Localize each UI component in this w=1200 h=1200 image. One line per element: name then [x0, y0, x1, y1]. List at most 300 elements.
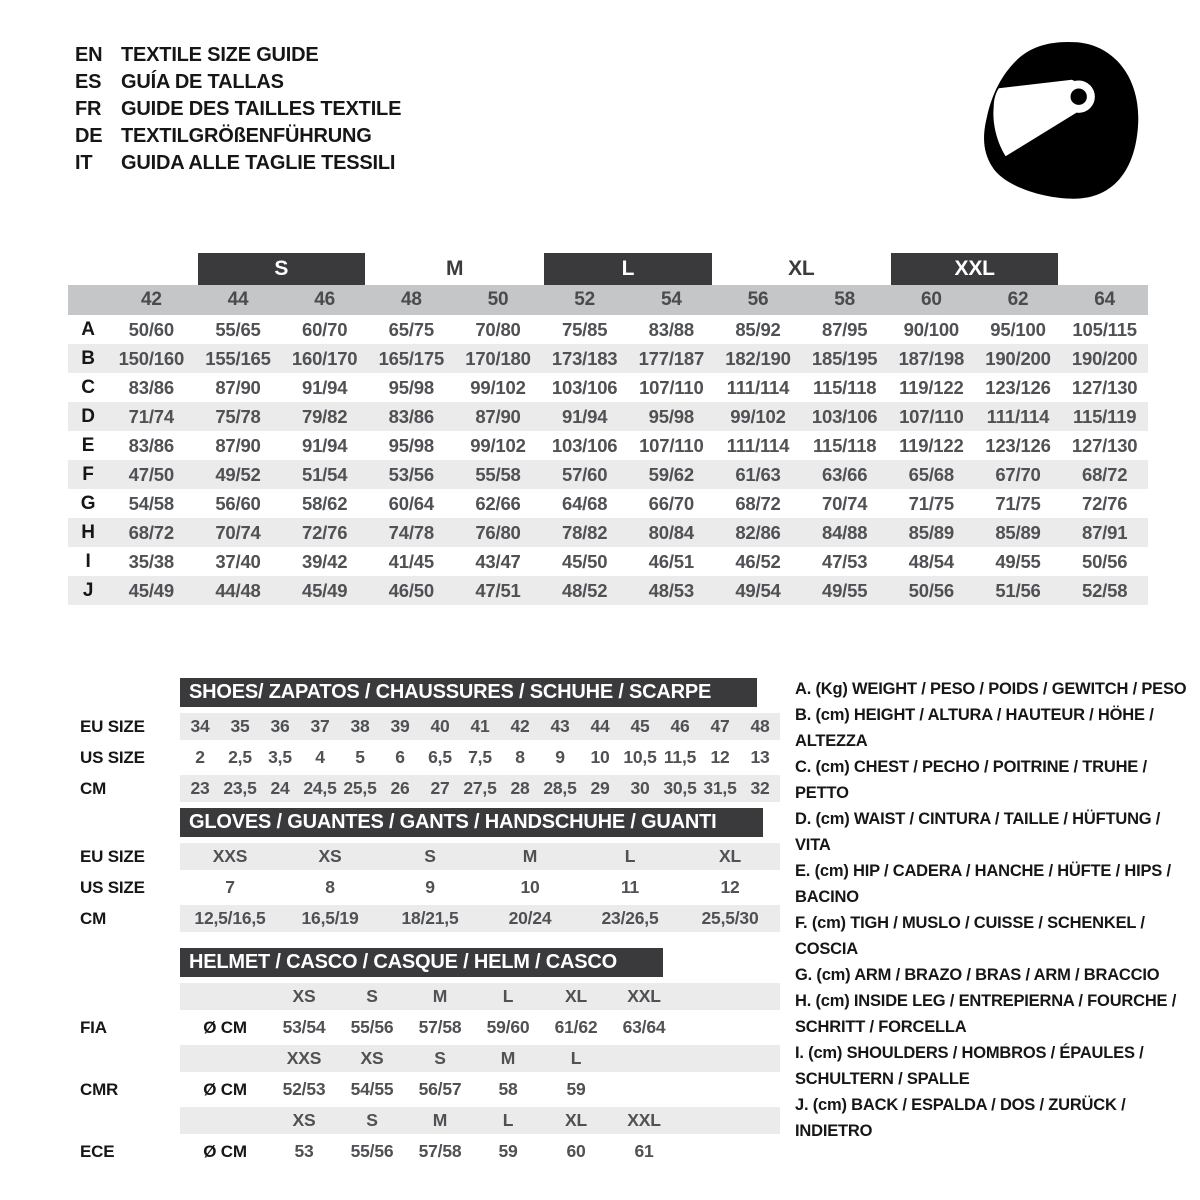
size-cell: 95/98	[388, 434, 434, 456]
section-row	[68, 744, 780, 771]
helmet-value: 57/58	[418, 1141, 462, 1161]
size-cell: 127/130	[1071, 434, 1138, 456]
row-values	[180, 874, 780, 901]
size-group-xl: XL	[788, 257, 815, 280]
size-cell: 103/106	[551, 376, 618, 398]
helmet-sizes	[180, 983, 780, 1010]
size-cell: 80/84	[628, 518, 715, 547]
helmet-size: XXS	[286, 1048, 322, 1068]
size-value: 32	[750, 778, 770, 798]
size-cell: 41/45	[388, 550, 434, 572]
banner-spacer	[68, 808, 180, 837]
helmet-size: XL	[565, 986, 587, 1006]
size-cell: 79/82	[281, 402, 368, 431]
size-value: 23,5	[223, 778, 257, 798]
size-cell: 68/72	[1061, 460, 1148, 489]
helmet-value: 52/53	[282, 1079, 326, 1099]
size-value: S	[424, 846, 436, 866]
size-cell: 47/53	[822, 550, 868, 572]
helmet-values	[180, 1076, 780, 1103]
size-cell: 51/54	[281, 460, 368, 489]
size-cell: 61/63	[715, 460, 802, 489]
size-cell: 115/119	[1061, 402, 1148, 431]
row-letter-h: H	[68, 518, 108, 547]
row-values	[180, 775, 780, 802]
size-value: 20/24	[508, 908, 552, 928]
helmet-values-row	[68, 1138, 780, 1165]
size-cell: 39/42	[302, 550, 348, 572]
size-cell: 107/110	[888, 402, 975, 431]
helmet-size: L	[502, 1110, 514, 1130]
size-cell: 50/56	[888, 576, 975, 605]
shoes-title-banner: SHOES/ ZAPATOS / CHAUSSURES / SCHUHE / SCARPE	[180, 678, 757, 707]
row-label: CM	[80, 778, 107, 798]
size-value: 9	[425, 877, 435, 897]
size-cell: 99/102	[470, 434, 526, 456]
size-cell: 190/200	[1061, 344, 1148, 373]
column-header-48: 48	[368, 285, 455, 315]
banner-spacer	[68, 948, 180, 977]
size-cell: 119/122	[899, 434, 964, 456]
size-cell: 115/118	[812, 376, 877, 398]
size-cell: 65/75	[388, 318, 434, 340]
size-cell: 87/90	[215, 376, 261, 398]
size-value: XS	[318, 846, 342, 866]
language-row	[75, 96, 401, 123]
row-label: US SIZE	[80, 877, 145, 897]
size-value: 26	[390, 778, 410, 798]
size-value: 10,5	[623, 747, 657, 767]
row-label: EU SIZE	[80, 846, 145, 866]
size-cell: 51/56	[975, 576, 1062, 605]
helmet-size: L	[570, 1048, 582, 1068]
helmet-title-banner: HELMET / CASCO / CASQUE / HELM / CASCO	[180, 948, 663, 977]
size-cell: 87/91	[1061, 518, 1148, 547]
helmet-size: XXL	[627, 1110, 661, 1130]
size-cell: 177/187	[628, 344, 715, 373]
size-value: 13	[750, 747, 770, 767]
helmet-value: 58	[498, 1079, 518, 1099]
size-cell: 107/110	[639, 434, 704, 456]
size-cell: 190/200	[975, 344, 1062, 373]
size-value: 5	[355, 747, 365, 767]
size-value: 48	[750, 716, 770, 736]
size-cell: 185/195	[801, 344, 888, 373]
row-label-spacer	[68, 1107, 180, 1134]
size-cell: 54/58	[128, 492, 174, 514]
size-value: 10	[590, 747, 610, 767]
row-label-spacer	[68, 1045, 180, 1072]
helmet-size: XS	[292, 986, 316, 1006]
size-cell: 123/126	[985, 434, 1051, 456]
size-value: 24,5	[303, 778, 337, 798]
helmet-size: S	[366, 986, 378, 1006]
size-cell: 37/40	[215, 550, 261, 572]
helmet-size: XL	[565, 1110, 587, 1130]
helmet-values	[180, 1138, 780, 1165]
size-cell: 111/114	[726, 434, 790, 456]
size-cell: 60/64	[388, 492, 434, 514]
size-cell: 63/66	[801, 460, 888, 489]
column-header-46: 46	[281, 285, 368, 315]
size-cell: 75/85	[562, 318, 608, 340]
shoes-banner-row	[68, 678, 780, 707]
helmet-value: 55/56	[350, 1017, 394, 1037]
size-cell: 173/183	[541, 344, 628, 373]
size-cell: 84/88	[801, 518, 888, 547]
size-cell: 57/60	[541, 460, 628, 489]
banner-spacer	[68, 678, 180, 707]
row-letter-a: A	[81, 318, 95, 340]
row-values	[180, 744, 780, 771]
size-cell: 46/50	[368, 576, 455, 605]
row-label: CM	[80, 908, 107, 928]
size-cell: 78/82	[541, 518, 628, 547]
size-cell: 82/86	[715, 518, 802, 547]
row-letter-j: J	[68, 576, 108, 605]
row-values	[180, 713, 780, 740]
size-value: 41	[470, 716, 490, 736]
size-cell: 127/130	[1071, 376, 1138, 398]
row-letter-b: B	[68, 344, 108, 373]
size-cell: 123/126	[985, 376, 1051, 398]
size-value: 38	[350, 716, 370, 736]
language-row	[75, 42, 401, 69]
size-value: 29	[590, 778, 610, 798]
size-value: 25,5/30	[701, 908, 759, 928]
racing-helmet-icon	[975, 33, 1145, 208]
size-cell: 64/68	[562, 492, 608, 514]
column-header-54: 54	[628, 285, 715, 315]
size-cell: 58/62	[302, 492, 348, 514]
size-cell: 47/50	[108, 460, 195, 489]
legend-item-f: F. (cm) TIGH / MUSLO / CUISSE / SCHENKEL / COSCIA	[795, 914, 1145, 958]
size-cell: 49/54	[715, 576, 802, 605]
size-value: 2	[195, 747, 205, 767]
size-cell: 53/56	[368, 460, 455, 489]
row-letter-d: D	[68, 402, 108, 431]
apparel-table	[68, 253, 1148, 605]
size-cell: 70/74	[195, 518, 282, 547]
size-group-m: M	[446, 257, 464, 280]
size-value: 8	[325, 877, 335, 897]
size-cell: 91/94	[302, 434, 348, 456]
size-cell: 90/100	[903, 318, 960, 340]
size-cell: 52/58	[1061, 576, 1148, 605]
row-letter-f: F	[68, 460, 108, 489]
size-cell: 91/94	[541, 402, 628, 431]
helmet-size: S	[434, 1048, 446, 1068]
column-header-spacer	[68, 285, 108, 315]
size-cell: 83/88	[648, 318, 694, 340]
size-cell: 71/75	[995, 492, 1041, 514]
size-cell: 74/78	[368, 518, 455, 547]
language-code: IT	[75, 152, 93, 174]
helmet-value: 55/56	[350, 1141, 394, 1161]
helmet-value: 63/64	[622, 1017, 666, 1037]
helmet-size: M	[432, 1110, 448, 1130]
helmet-values-row	[68, 1014, 780, 1041]
helmet-value: 59	[566, 1079, 586, 1099]
column-header-64: 64	[1061, 285, 1148, 315]
size-cell: 103/106	[551, 434, 618, 456]
size-value: 44	[590, 716, 610, 736]
size-cell: 87/90	[215, 434, 261, 456]
helmet-value: 54/55	[350, 1079, 394, 1099]
size-cell: 43/47	[475, 550, 521, 572]
diameter-unit-label: Ø CM	[203, 1017, 247, 1037]
column-header-56: 56	[715, 285, 802, 315]
helmet-values-row	[68, 1076, 780, 1103]
size-cell: 170/180	[455, 344, 542, 373]
size-value: 12	[720, 877, 740, 897]
size-cell: 107/110	[639, 376, 704, 398]
size-value: 10	[520, 877, 540, 897]
language-title: GUIDA ALLE TAGLIE TESSILI	[121, 152, 396, 174]
size-group-l: L	[544, 253, 711, 285]
size-cell: 85/92	[735, 318, 781, 340]
helmet-value: 53/54	[282, 1017, 326, 1037]
size-cell: 48/53	[628, 576, 715, 605]
language-title: TEXTILE SIZE GUIDE	[121, 44, 319, 66]
helmet-size: XS	[360, 1048, 384, 1068]
language-code: EN	[75, 44, 103, 66]
size-value: 28	[510, 778, 530, 798]
helmet-banner-row	[68, 948, 780, 977]
size-cell: 50/60	[128, 318, 174, 340]
legend-item-a: A. (Kg) WEIGHT / PESO / POIDS / GEWITCH / PESO	[795, 680, 1187, 698]
size-cell: 45/49	[281, 576, 368, 605]
size-cell: 68/72	[735, 492, 781, 514]
column-header-52: 52	[541, 285, 628, 315]
size-value: 18/21,5	[401, 908, 459, 928]
helmet-size: M	[500, 1048, 516, 1068]
size-value: 16,5/19	[301, 908, 359, 928]
helmet-sizes	[180, 1045, 780, 1072]
size-value: 25,5	[343, 778, 377, 798]
size-value: 11,5	[663, 747, 697, 767]
size-cell: 95/98	[388, 376, 434, 398]
size-cell: 99/102	[470, 376, 526, 398]
size-value: 12,5/16,5	[194, 908, 266, 928]
size-value: M	[522, 846, 538, 866]
size-value: 27	[430, 778, 450, 798]
size-cell: 155/165	[195, 344, 282, 373]
size-cell: 95/98	[628, 402, 715, 431]
language-code: ES	[75, 71, 102, 93]
helmet-standard-label-cmr: CMR	[80, 1079, 119, 1099]
size-cell: 99/102	[715, 402, 802, 431]
size-cell: 165/175	[368, 344, 455, 373]
language-code: FR	[75, 98, 102, 120]
size-cell: 71/75	[908, 492, 954, 514]
size-value: 37	[310, 716, 330, 736]
size-value: 12	[710, 747, 730, 767]
size-cell: 72/76	[281, 518, 368, 547]
legend-item-i: I. (cm) SHOULDERS / HOMBROS / ÉPAULES / SCHULTERN / SPALLE	[795, 1044, 1144, 1088]
language-list	[75, 42, 401, 177]
section-row	[68, 905, 780, 932]
size-cell: 105/115	[1072, 318, 1137, 340]
size-cell: 115/118	[812, 434, 877, 456]
size-cell: 45/50	[562, 550, 608, 572]
size-cell: 60/70	[302, 318, 348, 340]
size-cell: 49/52	[195, 460, 282, 489]
size-value: 46	[670, 716, 690, 736]
size-cell: 66/70	[648, 492, 694, 514]
size-cell: 56/60	[215, 492, 261, 514]
gloves-banner-row	[68, 808, 780, 837]
size-cell: 59/62	[628, 460, 715, 489]
size-cell: 75/78	[195, 402, 282, 431]
size-cell: 91/94	[302, 376, 348, 398]
language-code: DE	[75, 125, 103, 147]
helmet-standard-label-fia: FIA	[80, 1017, 107, 1037]
size-value: 30,5	[663, 778, 697, 798]
size-value: 7,5	[468, 747, 492, 767]
helmet-value: 56/57	[418, 1079, 462, 1099]
size-cell: 35/38	[128, 550, 174, 572]
size-cell: 48/54	[908, 550, 954, 572]
legend-item-c: C. (cm) CHEST / PECHO / POITRINE / TRUHE / PETTO	[795, 758, 1147, 802]
helmet-values	[180, 1014, 780, 1041]
legend-item-j: J. (cm) BACK / ESPALDA / DOS / ZURÜCK / INDIETRO	[795, 1096, 1126, 1140]
legend	[795, 676, 1195, 1144]
size-cell: 62/66	[475, 492, 521, 514]
size-cell: 47/51	[455, 576, 542, 605]
legend-item-b: B. (cm) HEIGHT / ALTURA / HAUTEUR / HÖHE / ALTEZZA	[795, 706, 1154, 750]
size-value: 24	[270, 778, 290, 798]
column-header-44: 44	[195, 285, 282, 315]
language-row	[75, 69, 401, 96]
size-value: 39	[390, 716, 410, 736]
size-value: 43	[550, 716, 570, 736]
row-values	[180, 843, 780, 870]
helmet-size: M	[432, 986, 448, 1006]
size-value: 34	[190, 716, 210, 736]
size-value: 35	[230, 716, 250, 736]
column-header-42: 42	[108, 285, 195, 315]
size-cell: 49/55	[995, 550, 1041, 572]
size-cell: 71/74	[108, 402, 195, 431]
size-cell: 160/170	[281, 344, 368, 373]
helmet-value: 61/62	[554, 1017, 598, 1037]
row-label: EU SIZE	[80, 716, 145, 736]
size-cell: 95/100	[990, 318, 1046, 340]
gloves-section	[68, 808, 780, 936]
size-cell: 85/89	[975, 518, 1062, 547]
size-cell: 44/48	[195, 576, 282, 605]
size-group-spacer	[1061, 253, 1148, 285]
size-value: 30	[630, 778, 650, 798]
legend-item-d: D. (cm) WAIST / CINTURA / TAILLE / HÜFTUNG / VITA	[795, 810, 1161, 854]
column-header-58: 58	[801, 285, 888, 315]
row-label-spacer	[68, 983, 180, 1010]
helmet-sizes	[180, 1107, 780, 1134]
helmet-sizes-row	[68, 1107, 780, 1134]
size-value: 31,5	[703, 778, 737, 798]
size-cell: 67/70	[975, 460, 1062, 489]
helmet-value: 59	[498, 1141, 518, 1161]
row-letter-e: E	[81, 434, 95, 456]
size-cell: 55/65	[215, 318, 261, 340]
size-value: 45	[630, 716, 650, 736]
size-cell: 48/52	[541, 576, 628, 605]
size-cell: 76/80	[455, 518, 542, 547]
size-value: 9	[555, 747, 565, 767]
size-value: 11	[620, 877, 640, 897]
column-header-60: 60	[888, 285, 975, 315]
row-label: US SIZE	[80, 747, 145, 767]
size-cell: 49/55	[801, 576, 888, 605]
helmet-size: XXL	[627, 986, 661, 1006]
size-value: 47	[710, 716, 730, 736]
language-row	[75, 150, 401, 177]
size-value: 6,5	[428, 747, 452, 767]
size-value: 27,5	[463, 778, 497, 798]
helmet-standard-label-ece: ECE	[80, 1141, 115, 1161]
row-letter-i: I	[85, 550, 91, 572]
helmet-value: 53	[294, 1141, 314, 1161]
size-cell: 68/72	[108, 518, 195, 547]
size-value: 23/26,5	[601, 908, 659, 928]
shoes-section	[68, 678, 780, 806]
size-cell: 150/160	[108, 344, 195, 373]
diameter-unit-label: Ø CM	[203, 1141, 247, 1161]
size-value: 28,5	[543, 778, 577, 798]
language-title: GUIDE DES TAILLES TEXTILE	[121, 98, 402, 120]
legend-item-e: E. (cm) HIP / CADERA / HANCHE / HÜFTE / HIPS / BACINO	[795, 862, 1171, 906]
size-value: 7	[225, 877, 235, 897]
diameter-unit-label: Ø CM	[203, 1079, 247, 1099]
size-cell: 182/190	[715, 344, 802, 373]
helmet-sizes-row	[68, 1045, 780, 1072]
helmet-size: L	[502, 986, 514, 1006]
size-cell: 103/106	[801, 402, 888, 431]
row-letter-g: G	[80, 492, 96, 514]
size-value: L	[624, 846, 636, 866]
helmet-sizes-row	[68, 983, 780, 1010]
size-value: 23	[190, 778, 210, 798]
row-values	[180, 905, 780, 932]
size-value: 42	[510, 716, 530, 736]
size-cell: 45/49	[108, 576, 195, 605]
size-cell: 70/74	[822, 492, 868, 514]
size-value: 3,5	[268, 747, 292, 767]
size-cell: 46/52	[735, 550, 781, 572]
gloves-title-banner: GLOVES / GUANTES / GANTS / HANDSCHUHE / GUANTI	[180, 808, 763, 837]
section-row	[68, 713, 780, 740]
size-cell: 111/114	[726, 376, 790, 398]
size-group-spacer	[68, 253, 108, 285]
size-value: 6	[395, 747, 405, 767]
size-cell: 87/90	[455, 402, 542, 431]
size-value: 8	[515, 747, 525, 767]
size-value: 36	[270, 716, 290, 736]
size-group-xxl: XXL	[891, 253, 1058, 285]
language-title: GUÍA DE TALLAS	[121, 71, 284, 93]
section-row	[68, 775, 780, 802]
helmet-value: 57/58	[418, 1017, 462, 1037]
helmet-value: 59/60	[486, 1017, 530, 1037]
size-cell: 87/95	[822, 318, 868, 340]
section-row	[68, 843, 780, 870]
size-value: XL	[719, 846, 741, 866]
column-header-50: 50	[455, 285, 542, 315]
legend-item-h: H. (cm) INSIDE LEG / ENTREPIERNA / FOURCHE / SCHRITT / FORCELLA	[795, 992, 1177, 1036]
size-cell: 70/80	[475, 318, 521, 340]
size-cell: 46/51	[648, 550, 694, 572]
